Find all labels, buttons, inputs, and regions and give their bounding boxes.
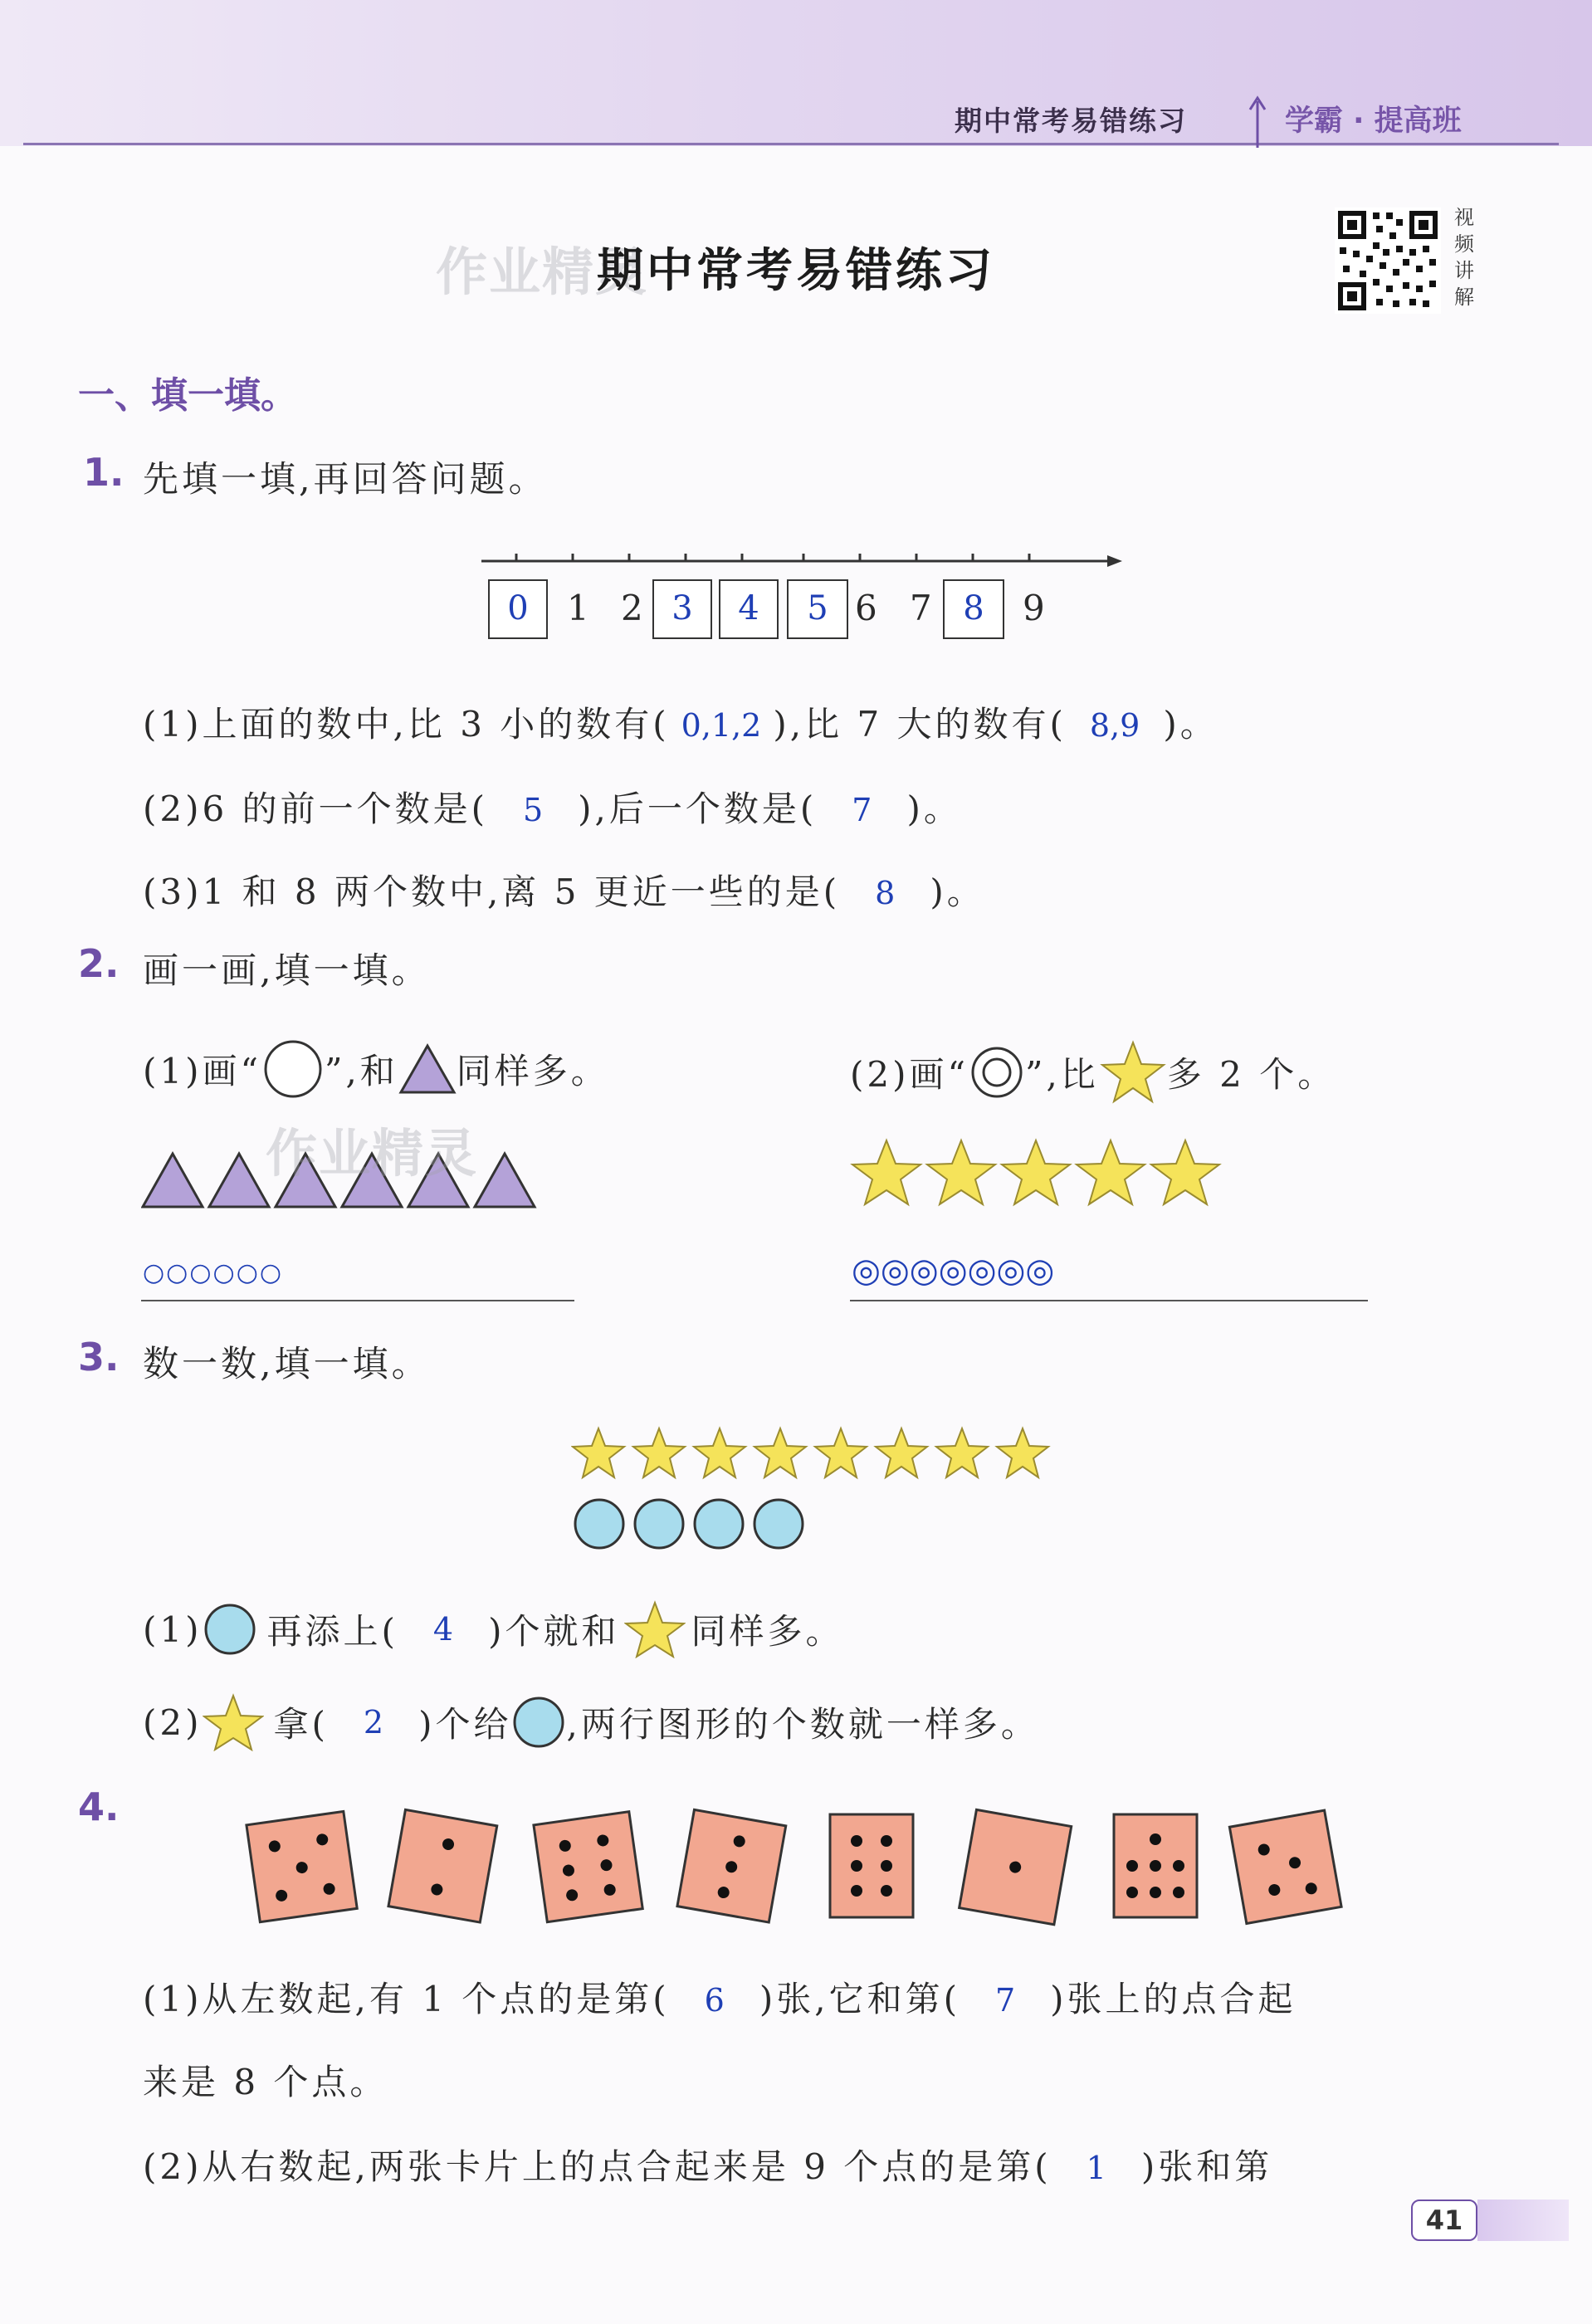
circle-icon	[261, 1039, 325, 1099]
answer[interactable]: 4	[432, 1611, 454, 1648]
watermark: 作业精灵	[436, 242, 649, 302]
answer[interactable]: 2	[363, 1704, 384, 1741]
answer[interactable]: 8	[875, 875, 896, 911]
triangle-icon	[143, 1154, 203, 1207]
circle-icon	[511, 1695, 566, 1750]
sub-question: (3)1 和 8 两个数中,离 5 更近一些的是( 8 )。	[143, 872, 985, 912]
question-text: 画一画,填一填。	[143, 950, 431, 992]
header-brand: 学霸 · 提高班	[1285, 105, 1462, 138]
sub-question: (1)上面的数中,比 3 小的数有( 0,1,2 ),比 7 大的数有( 8,9 )。	[143, 704, 1218, 745]
triangle-icon	[398, 1042, 457, 1096]
star-icon	[1099, 1039, 1167, 1106]
sub-question: (2) 拿( 2 )个给 ,两行图形的个数就一样多。	[143, 1693, 1039, 1751]
star-icon	[997, 1428, 1048, 1477]
answer[interactable]: 5	[522, 792, 544, 828]
answer[interactable]: 0,1,2	[681, 707, 762, 744]
answer-drawing[interactable]: ○○○○○○	[143, 1258, 284, 1287]
sub-question-continued: 来是 8 个点。	[143, 2062, 388, 2102]
answer-drawing[interactable]: ◎◎◎◎◎◎◎	[852, 1252, 1055, 1290]
double-circle-icon	[969, 1044, 1025, 1101]
star-icon	[754, 1428, 806, 1477]
number-box: 8	[943, 579, 1004, 639]
star-icon	[876, 1428, 927, 1477]
question-number: 4.	[78, 1784, 120, 1829]
circle-icon	[754, 1500, 803, 1548]
circle-icon	[695, 1500, 743, 1548]
star-icon	[1151, 1140, 1219, 1204]
sub-question: (1) 再添上( 4 )个就和 同样多。	[143, 1600, 843, 1658]
star-icon	[936, 1428, 988, 1477]
page-number: 41	[1411, 2200, 1477, 2241]
answer-line	[141, 1300, 574, 1301]
question-number: 3.	[78, 1335, 120, 1379]
dot-card-5	[247, 1811, 357, 1921]
number-box: 4	[719, 579, 779, 639]
watermark: 作业精灵	[266, 1123, 479, 1184]
star-icon	[852, 1140, 921, 1204]
dot-card-1	[960, 1809, 1072, 1924]
dot-card-7	[1114, 1814, 1197, 1917]
sub-question: (2)6 的前一个数是( 5 ),后一个数是( 7 )。	[143, 788, 962, 829]
answer[interactable]: 7	[994, 1982, 1016, 2019]
circle-icon	[203, 1602, 257, 1657]
page-title: 期中常考易错练习	[597, 244, 995, 298]
star-icon	[927, 1140, 995, 1204]
number-box: 0	[488, 579, 548, 639]
qr-label: 视频讲解	[1454, 206, 1474, 309]
answer[interactable]: 6	[704, 1982, 725, 2019]
number-label: 9	[1023, 588, 1045, 628]
star-icon	[815, 1428, 867, 1477]
dot-card-9	[830, 1814, 913, 1917]
dot-card-3	[677, 1809, 786, 1922]
triangle-icon	[475, 1154, 535, 1207]
number-line	[480, 551, 1127, 571]
star-row	[850, 1137, 1232, 1212]
number-label: 1	[567, 588, 589, 628]
circle-row	[573, 1497, 813, 1550]
star-icon	[203, 1693, 264, 1751]
star-icon	[1002, 1140, 1070, 1204]
dot-card-6	[534, 1812, 642, 1922]
number-box: 5	[787, 579, 848, 639]
header-divider	[23, 143, 1559, 145]
circle-icon	[575, 1500, 623, 1548]
star-row	[571, 1426, 1052, 1484]
question-number: 2.	[78, 941, 120, 986]
sub-question: (1)画“ ”,和 同样多。	[143, 1039, 609, 1099]
answer[interactable]: 8,9	[1089, 707, 1140, 744]
triangle-icon	[209, 1154, 269, 1207]
section-title: 一、填一填。	[78, 374, 297, 417]
dice-cards	[241, 1793, 1353, 1934]
answer[interactable]: 1	[1086, 2150, 1106, 2186]
sub-question: (2)从右数起,两张卡片上的点合起来是 9 个点的是第( 1 )张和第	[143, 2146, 1273, 2187]
number-label: 2	[621, 588, 643, 628]
sub-question: (2)画“ ”,比 多 2 个。	[850, 1039, 1336, 1106]
page-number-bar	[1477, 2200, 1569, 2241]
star-icon	[1077, 1140, 1145, 1204]
number-label: 7	[910, 588, 932, 628]
question-text: 数一数,填一填。	[143, 1344, 431, 1385]
header-title: 期中常考易错练习	[955, 105, 1187, 137]
number-box: 3	[652, 579, 712, 639]
star-icon	[633, 1428, 685, 1477]
star-icon	[694, 1428, 745, 1477]
sub-question: (1)从左数起,有 1 个点的是第( 6 )张,它和第( 7 )张上的点合起	[143, 1979, 1297, 2019]
star-icon	[573, 1428, 624, 1477]
answer[interactable]: 7	[852, 792, 872, 828]
star-icon	[624, 1600, 686, 1658]
qr-code-icon[interactable]	[1335, 208, 1441, 314]
dot-card-2	[388, 1809, 497, 1922]
circle-icon	[635, 1500, 683, 1548]
arrow-up-icon	[1245, 91, 1270, 149]
number-label: 6	[855, 588, 877, 628]
question-number: 1.	[83, 450, 125, 495]
answer-line	[850, 1300, 1368, 1301]
question-text: 先填一填,再回答问题。	[143, 459, 548, 500]
dot-card-4	[1229, 1810, 1341, 1923]
